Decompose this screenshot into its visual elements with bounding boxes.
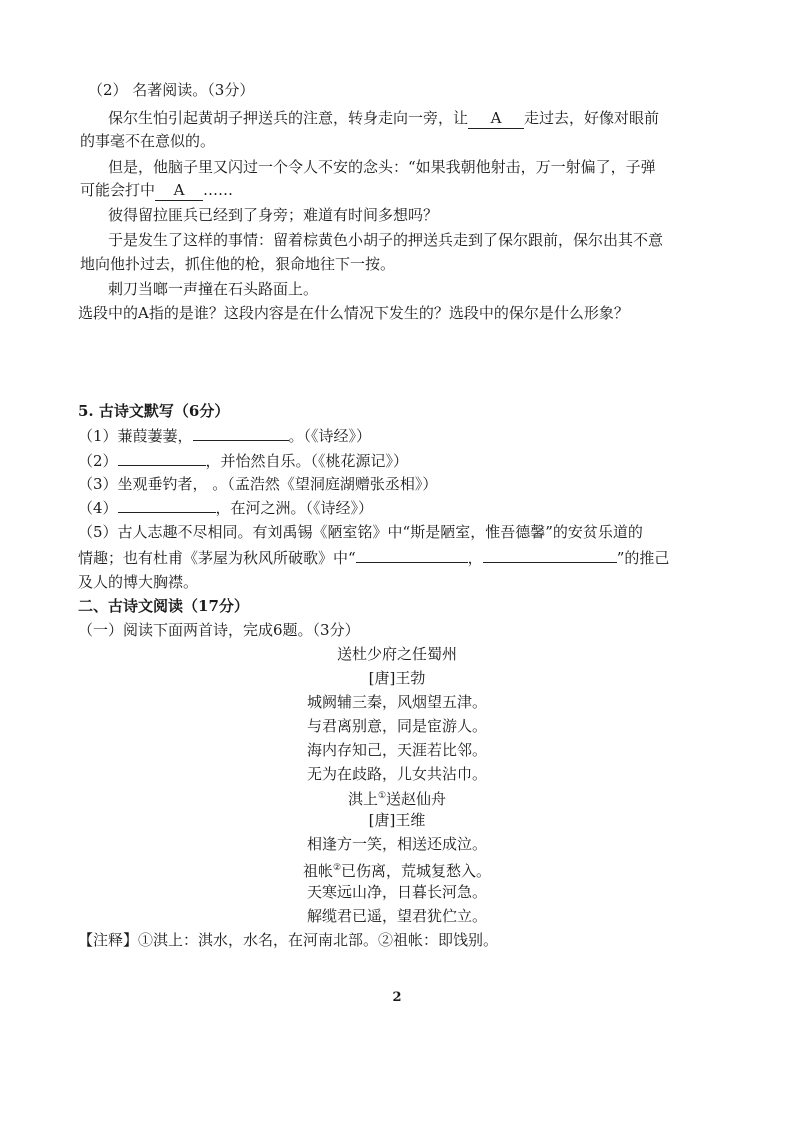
poem1-line-4: 无为在歧路，儿女共沾巾。 <box>306 765 487 783</box>
q5-item-5-tail: ”的推己 <box>616 549 670 567</box>
poem1-line-2: 与君离别意，同是宦游人。 <box>306 717 487 735</box>
poem2-title <box>0 786 794 809</box>
q5-item-1-source: 。（《诗经》） <box>288 427 372 445</box>
q4-2-para1 <box>108 108 659 129</box>
q5-item-2-num: （2） <box>78 452 118 470</box>
q4-2-heading: （2） 名著阅读。（3分） <box>88 81 255 99</box>
poem1-title: 送杜少府之任蜀州 <box>336 645 457 663</box>
q5-item-4-blank <box>118 512 216 513</box>
para2-text-c: …… <box>203 181 234 199</box>
section-2-subheading: （一）阅读下面两首诗，完成6题。（3分） <box>78 621 360 639</box>
q4-2-question: 选段中的A指的是谁？这段内容是在什么情况下发生的？选段中的保尔是什么形象？ <box>78 304 629 322</box>
q4-2-para2-cont <box>80 180 233 201</box>
poem2-line-2-b: 已伤离，荒城复愁入。 <box>341 862 492 880</box>
blank-a-2: A <box>155 180 203 201</box>
q4-2-para3: 彼得留拉匪兵已经到了身旁；难道有时间多想吗？ <box>108 206 439 224</box>
para1-text-b: 走过去，好像对眼前 <box>524 109 660 127</box>
poem2-line-4: 解缆君已遥，望君犹伫立。 <box>306 907 487 925</box>
q5-item-2-text: ，并怡然自乐。（《桃花源记》） <box>205 452 409 470</box>
q5-item-4-num: （4） <box>78 499 118 517</box>
q5-item-5-blank-2 <box>483 562 617 563</box>
q5-heading: 5. 古诗文默写（6分） <box>78 402 230 420</box>
q5-item-4 <box>78 498 373 518</box>
note-marker-1: ① <box>377 791 387 801</box>
q5-item-5-cont <box>78 548 669 568</box>
poem2-title-b: 送赵仙舟 <box>386 790 447 808</box>
para1-text-a: 保尔生怕引起黄胡子押送兵的注意，转身走向一旁，让 <box>108 109 469 127</box>
page-number: 2 <box>392 990 402 1005</box>
notes: 【注释】①淇上：淇水，水名，在河南北部。②祖帐：即饯别。 <box>78 931 499 949</box>
q5-item-5: （5）古人志趣不尽相同。有刘禹锡《陋室铭》中“斯是陋室，惟吾德馨”的安贫乐道的 <box>78 523 643 541</box>
poem1-line-1: 城阙辅三秦，风烟望五津。 <box>306 693 487 711</box>
section-2-heading: 二、古诗文阅读（17分） <box>78 597 249 615</box>
poem2-title-a: 淇上 <box>347 790 378 808</box>
q4-2-para1-cont: 的事毫不在意似的。 <box>80 132 216 150</box>
poem1-line-3: 海内存知己，天涯若比邻。 <box>306 741 487 759</box>
poem2-line-3: 天寒远山净，日暮长河急。 <box>306 883 487 901</box>
q4-2-para2: 但是，他脑子里又闪过一个令人不安的念头：“如果我朝他射击，万一射偏了，子弹 <box>108 158 656 176</box>
poem2-line-2 <box>0 858 794 881</box>
q4-2-para4-cont: 地向他扑过去，抓住他的枪，狠命地往下一按。 <box>80 255 396 273</box>
q5-item-5-text: 情趣；也有杜甫《茅屋为秋风所破歌》中“ <box>78 549 356 567</box>
blank-a: A <box>468 108 524 129</box>
q5-item-5-blank-1 <box>356 562 468 563</box>
q5-item-1-text: （1）蒹葭萋萋， <box>78 427 193 445</box>
q5-item-2 <box>78 451 408 471</box>
q5-item-5-sep: ， <box>467 549 483 567</box>
q5-item-3: （3）坐观垂钓者， 。（孟浩然《望洞庭湖赠张丞相》） <box>78 475 438 493</box>
para2-text-b: 可能会打中 <box>80 181 156 199</box>
note-marker-2: ② <box>332 863 342 873</box>
poem1-author: [唐]王勃 <box>368 669 426 687</box>
q4-2-para5: 刺刀当啷一声撞在石头路面上。 <box>108 280 319 298</box>
poem2-line-1: 相逢方一笑，相送还成泣。 <box>306 835 487 853</box>
poem2-line-2-a: 祖帐 <box>302 862 333 880</box>
q4-2-para4: 于是发生了这样的事情：留着棕黄色小胡子的押送兵走到了保尔跟前，保尔出其不意 <box>108 231 664 249</box>
q5-item-4-text: ，在河之洲。（《诗经》） <box>215 499 374 517</box>
poem2-author: [唐]王维 <box>368 811 426 829</box>
q5-item-5-end: 及人的博大胸襟。 <box>78 573 199 591</box>
q5-item-1 <box>78 426 371 446</box>
q5-item-2-blank <box>118 465 206 466</box>
q5-item-1-blank <box>193 440 289 441</box>
